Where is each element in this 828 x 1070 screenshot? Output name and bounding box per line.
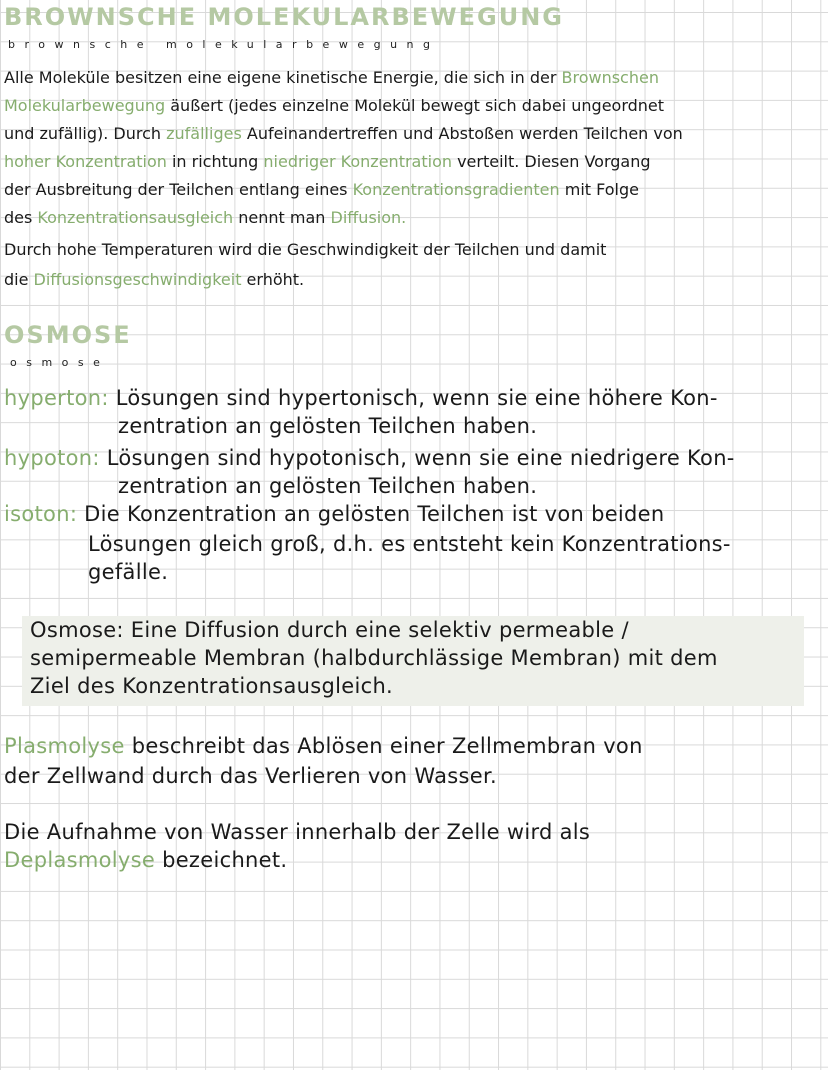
highlighted-term: isoton:: [4, 502, 78, 526]
text-segment: nennt man: [233, 208, 331, 227]
highlighted-term: Konzentrationsgradienten: [352, 180, 560, 199]
section-title-osmose: OSMOSE: [4, 321, 132, 349]
text-line: [4, 820, 590, 845]
text-line: [30, 674, 393, 699]
text-segment: der Zellwand durch das Verlieren von Wasser.: [4, 764, 497, 788]
text-segment: und zufällig). Durch: [4, 124, 167, 143]
text-segment: erhöht.: [241, 270, 305, 289]
text-segment: beschreibt das Ablösen einer Zellmembran von: [124, 734, 643, 758]
highlighted-term: niedriger Konzentration: [263, 152, 452, 171]
text-segment: bezeichnet.: [155, 848, 288, 872]
text-segment: äußert (jedes einzelne Molekül bewegt sich dabei ungeordnet: [165, 96, 665, 115]
highlighted-term: Molekularbewegung: [4, 96, 166, 115]
text-line: [118, 414, 537, 439]
text-segment: Alle Moleküle besitzen eine eigene kinetische Energie, die sich in der: [4, 68, 562, 87]
text-segment: mit Folge: [559, 180, 639, 199]
text-segment: die: [4, 270, 34, 289]
text-line: [4, 386, 718, 411]
text-line: [4, 734, 643, 759]
highlighted-term: hyperton:: [4, 386, 109, 410]
highlighted-term: hoher Konzentration: [4, 152, 167, 171]
text-segment: der Ausbreitung der Teilchen entlang eines: [4, 180, 353, 199]
text-line: [4, 446, 735, 471]
text-line: [118, 474, 537, 499]
section-subtitle-brownsche: brownsche molekularbewegung: [8, 38, 440, 51]
text-line: [88, 532, 731, 557]
highlighted-term: Diffusion.: [330, 208, 407, 227]
highlighted-term: zufälliges: [166, 124, 242, 143]
text-line: [4, 208, 406, 228]
text-segment: in richtung: [166, 152, 264, 171]
text-segment: des: [4, 208, 38, 227]
text-segment: Osmose: Eine Diffusion durch eine selektiv permeable /: [30, 618, 629, 642]
text-line: [4, 124, 683, 144]
text-line: [4, 152, 651, 172]
highlighted-term: Diffusionsgeschwindigkeit: [33, 270, 242, 289]
text-line: [88, 560, 168, 585]
text-line: [4, 764, 497, 789]
text-segment: zentration an gelösten Teilchen haben.: [118, 474, 538, 498]
text-line: [4, 270, 304, 290]
text-segment: Lösungen sind hypertonisch, wenn sie eine höhere Kon-: [108, 386, 718, 410]
highlighted-term: hypoton:: [4, 446, 100, 470]
section-title-brownsche: BROWNSCHE MOLEKULARBEWEGUNG: [4, 3, 564, 31]
text-segment: verteilt. Diesen Vorgang: [452, 152, 651, 171]
text-line: [4, 68, 659, 88]
text-line: [4, 180, 639, 200]
highlighted-term: Plasmolyse: [4, 734, 125, 758]
section-subtitle-osmose: osmose: [10, 356, 110, 369]
highlighted-term: Konzentrationsausgleich: [37, 208, 234, 227]
highlighted-term: Brownschen: [561, 68, 659, 87]
text-line: [4, 240, 606, 260]
text-segment: Lösungen sind hypotonisch, wenn sie eine niedrigere Kon-: [99, 446, 735, 470]
highlighted-term: Deplasmolyse: [4, 848, 156, 872]
text-segment: Die Konzentration an gelösten Teilchen ist von beiden: [77, 502, 665, 526]
text-segment: Aufeinandertreffen und Abstoßen werden Teilchen von: [241, 124, 683, 143]
text-segment: gefälle.: [88, 560, 169, 584]
text-segment: Ziel des Konzentrationsausgleich.: [30, 674, 394, 698]
text-segment: Durch hohe Temperaturen wird die Geschwindigkeit der Teilchen und damit: [4, 240, 607, 259]
text-line: [4, 848, 287, 873]
text-line: [4, 96, 664, 116]
text-line: [30, 618, 629, 643]
text-segment: Die Aufnahme von Wasser innerhalb der Zelle wird als: [4, 820, 591, 844]
text-line: [30, 646, 718, 671]
text-segment: Lösungen gleich groß, d.h. es entsteht kein Konzentrations-: [88, 532, 731, 556]
text-line: [4, 502, 665, 527]
text-segment: zentration an gelösten Teilchen haben.: [118, 414, 538, 438]
text-segment: semipermeable Membran (halbdurchlässige Membran) mit dem: [30, 646, 718, 670]
